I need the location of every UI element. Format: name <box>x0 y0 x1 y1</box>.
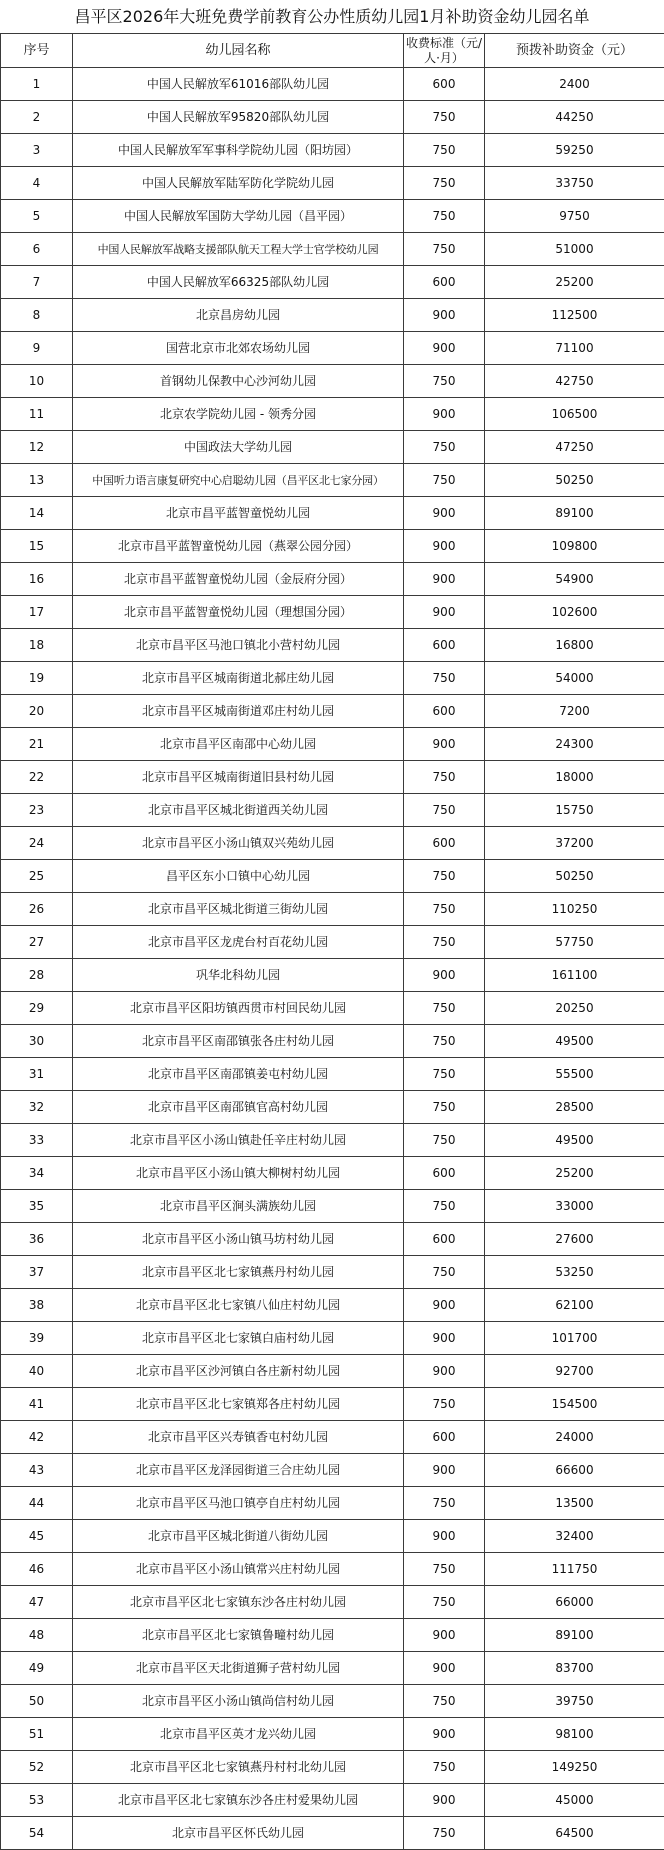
cell-name: 北京市昌平区北七家镇燕丹村村北幼儿园 <box>73 1751 404 1784</box>
cell-name: 北京市昌平区城南街道旧县村幼儿园 <box>73 761 404 794</box>
cell-fee: 900 <box>404 728 485 761</box>
cell-no: 40 <box>1 1355 73 1388</box>
cell-name: 北京市昌平区北七家镇鲁疃村幼儿园 <box>73 1619 404 1652</box>
cell-no: 45 <box>1 1520 73 1553</box>
cell-amount: 24300 <box>485 728 664 761</box>
cell-name: 北京市昌平区龙虎台村百花幼儿园 <box>73 926 404 959</box>
cell-amount: 24000 <box>485 1421 664 1454</box>
table-row <box>1 530 664 563</box>
cell-amount: 9750 <box>485 200 664 233</box>
column-header-name: 幼儿园名称 <box>73 34 404 68</box>
cell-fee: 600 <box>404 629 485 662</box>
cell-name: 北京市昌平区北七家镇东沙各庄村幼儿园 <box>73 1586 404 1619</box>
cell-fee: 750 <box>404 662 485 695</box>
table-row <box>1 794 664 827</box>
cell-name: 北京市昌平区怀氏幼儿园 <box>73 1817 404 1850</box>
cell-no: 48 <box>1 1619 73 1652</box>
cell-fee: 750 <box>404 101 485 134</box>
cell-name: 北京市昌平区英才龙兴幼儿园 <box>73 1718 404 1751</box>
cell-amount: 106500 <box>485 398 664 431</box>
column-header-fee: 收费标准（元/人·月） <box>404 34 485 68</box>
table-row <box>1 761 664 794</box>
table-row <box>1 1454 664 1487</box>
cell-name: 北京农学院幼儿园 - 领秀分园 <box>73 398 404 431</box>
cell-fee: 750 <box>404 1256 485 1289</box>
table-body <box>1 68 664 1850</box>
cell-fee: 900 <box>404 1619 485 1652</box>
cell-fee: 900 <box>404 1355 485 1388</box>
document-title: 昌平区2026年大班免费学前教育公办性质幼儿园1月补助资金幼儿园名单 <box>0 0 664 33</box>
cell-no: 33 <box>1 1124 73 1157</box>
cell-fee: 750 <box>404 860 485 893</box>
cell-amount: 33750 <box>485 167 664 200</box>
cell-amount: 66600 <box>485 1454 664 1487</box>
cell-amount: 149250 <box>485 1751 664 1784</box>
cell-amount: 89100 <box>485 1619 664 1652</box>
cell-name: 北京市昌平区阳坊镇西贯市村回民幼儿园 <box>73 992 404 1025</box>
cell-no: 54 <box>1 1817 73 1850</box>
cell-name: 北京市昌平区南邵镇姜屯村幼儿园 <box>73 1058 404 1091</box>
cell-fee: 900 <box>404 398 485 431</box>
table-row <box>1 959 664 992</box>
cell-amount: 25200 <box>485 266 664 299</box>
cell-name: 北京市昌平区小汤山镇大柳树村幼儿园 <box>73 1157 404 1190</box>
cell-no: 30 <box>1 1025 73 1058</box>
cell-name: 北京市昌平区北七家镇白庙村幼儿园 <box>73 1322 404 1355</box>
cell-fee: 750 <box>404 1190 485 1223</box>
cell-fee: 750 <box>404 1025 485 1058</box>
cell-amount: 54000 <box>485 662 664 695</box>
cell-no: 29 <box>1 992 73 1025</box>
cell-amount: 49500 <box>485 1124 664 1157</box>
table-row <box>1 1289 664 1322</box>
cell-fee: 750 <box>404 1751 485 1784</box>
cell-no: 49 <box>1 1652 73 1685</box>
table-row <box>1 596 664 629</box>
cell-amount: 16800 <box>485 629 664 662</box>
cell-fee: 900 <box>404 1520 485 1553</box>
cell-amount: 102600 <box>485 596 664 629</box>
cell-amount: 54900 <box>485 563 664 596</box>
cell-name: 中国政法大学幼儿园 <box>73 431 404 464</box>
cell-name: 中国人民解放军军事科学院幼儿园（阳坊园） <box>73 134 404 167</box>
table-row <box>1 1751 664 1784</box>
cell-no: 22 <box>1 761 73 794</box>
cell-fee: 750 <box>404 134 485 167</box>
table-row <box>1 1487 664 1520</box>
cell-no: 15 <box>1 530 73 563</box>
cell-amount: 47250 <box>485 431 664 464</box>
cell-fee: 600 <box>404 695 485 728</box>
table-row <box>1 365 664 398</box>
cell-fee: 900 <box>404 530 485 563</box>
cell-name: 首钢幼儿保教中心沙河幼儿园 <box>73 365 404 398</box>
cell-amount: 42750 <box>485 365 664 398</box>
cell-amount: 51000 <box>485 233 664 266</box>
cell-name: 北京市昌平区城南街道邓庄村幼儿园 <box>73 695 404 728</box>
cell-amount: 50250 <box>485 860 664 893</box>
cell-name: 中国人民解放军陆军防化学院幼儿园 <box>73 167 404 200</box>
table-row <box>1 1619 664 1652</box>
cell-amount: 66000 <box>485 1586 664 1619</box>
cell-amount: 112500 <box>485 299 664 332</box>
cell-amount: 25200 <box>485 1157 664 1190</box>
table-row <box>1 1058 664 1091</box>
cell-no: 53 <box>1 1784 73 1817</box>
cell-no: 16 <box>1 563 73 596</box>
cell-fee: 750 <box>404 233 485 266</box>
cell-no: 14 <box>1 497 73 530</box>
table-row <box>1 1157 664 1190</box>
table-row <box>1 200 664 233</box>
cell-fee: 750 <box>404 431 485 464</box>
table-row <box>1 134 664 167</box>
cell-name: 北京市昌平区南邵镇张各庄村幼儿园 <box>73 1025 404 1058</box>
cell-fee: 900 <box>404 596 485 629</box>
cell-fee: 900 <box>404 1652 485 1685</box>
cell-no: 23 <box>1 794 73 827</box>
cell-no: 47 <box>1 1586 73 1619</box>
table-row <box>1 1718 664 1751</box>
cell-no: 42 <box>1 1421 73 1454</box>
cell-amount: 32400 <box>485 1520 664 1553</box>
cell-fee: 900 <box>404 1322 485 1355</box>
table-row <box>1 695 664 728</box>
cell-amount: 83700 <box>485 1652 664 1685</box>
cell-fee: 600 <box>404 1157 485 1190</box>
cell-no: 41 <box>1 1388 73 1421</box>
table-row <box>1 728 664 761</box>
cell-amount: 44250 <box>485 101 664 134</box>
cell-name: 国营北京市北郊农场幼儿园 <box>73 332 404 365</box>
cell-no: 34 <box>1 1157 73 1190</box>
cell-no: 10 <box>1 365 73 398</box>
cell-name: 北京市昌平区南邵中心幼儿园 <box>73 728 404 761</box>
table-row <box>1 1124 664 1157</box>
cell-no: 20 <box>1 695 73 728</box>
cell-name: 北京市昌平区马池口镇北小营村幼儿园 <box>73 629 404 662</box>
cell-no: 11 <box>1 398 73 431</box>
cell-fee: 600 <box>404 827 485 860</box>
table-row <box>1 1520 664 1553</box>
table-row <box>1 1322 664 1355</box>
cell-no: 19 <box>1 662 73 695</box>
table-row <box>1 563 664 596</box>
cell-name: 北京市昌平区北七家镇八仙庄村幼儿园 <box>73 1289 404 1322</box>
table-row <box>1 1025 664 1058</box>
cell-no: 17 <box>1 596 73 629</box>
cell-amount: 45000 <box>485 1784 664 1817</box>
cell-fee: 900 <box>404 959 485 992</box>
table-row <box>1 1784 664 1817</box>
cell-no: 7 <box>1 266 73 299</box>
cell-fee: 900 <box>404 1784 485 1817</box>
cell-no: 24 <box>1 827 73 860</box>
table-row <box>1 464 664 497</box>
cell-no: 21 <box>1 728 73 761</box>
table-row <box>1 992 664 1025</box>
cell-no: 32 <box>1 1091 73 1124</box>
cell-no: 6 <box>1 233 73 266</box>
cell-name: 北京市昌平区南邵镇官高村幼儿园 <box>73 1091 404 1124</box>
cell-amount: 109800 <box>485 530 664 563</box>
cell-fee: 750 <box>404 992 485 1025</box>
table-row <box>1 1388 664 1421</box>
cell-fee: 750 <box>404 761 485 794</box>
cell-fee: 900 <box>404 1289 485 1322</box>
cell-fee: 900 <box>404 299 485 332</box>
cell-fee: 900 <box>404 332 485 365</box>
table-row <box>1 1355 664 1388</box>
cell-no: 8 <box>1 299 73 332</box>
cell-name: 中国人民解放军95820部队幼儿园 <box>73 101 404 134</box>
cell-fee: 900 <box>404 563 485 596</box>
cell-name: 北京市昌平区小汤山镇赴任辛庄村幼儿园 <box>73 1124 404 1157</box>
cell-name: 北京市昌平区北七家镇燕丹村幼儿园 <box>73 1256 404 1289</box>
cell-fee: 750 <box>404 893 485 926</box>
cell-amount: 71100 <box>485 332 664 365</box>
cell-amount: 13500 <box>485 1487 664 1520</box>
cell-no: 43 <box>1 1454 73 1487</box>
cell-amount: 20250 <box>485 992 664 1025</box>
cell-fee: 900 <box>404 1718 485 1751</box>
cell-amount: 92700 <box>485 1355 664 1388</box>
cell-no: 2 <box>1 101 73 134</box>
cell-name: 北京市昌平区龙泽园街道三合庄幼儿园 <box>73 1454 404 1487</box>
table-row <box>1 1652 664 1685</box>
table-row <box>1 893 664 926</box>
cell-fee: 900 <box>404 1454 485 1487</box>
table-row <box>1 1256 664 1289</box>
cell-amount: 89100 <box>485 497 664 530</box>
cell-name: 巩华北科幼儿园 <box>73 959 404 992</box>
cell-no: 1 <box>1 68 73 101</box>
cell-amount: 50250 <box>485 464 664 497</box>
table-row <box>1 299 664 332</box>
cell-name: 北京市昌平蓝智童悦幼儿园 <box>73 497 404 530</box>
table-row <box>1 431 664 464</box>
cell-name: 中国人民解放军66325部队幼儿园 <box>73 266 404 299</box>
table-row <box>1 398 664 431</box>
cell-amount: 7200 <box>485 695 664 728</box>
cell-name: 北京市昌平区城北街道八街幼儿园 <box>73 1520 404 1553</box>
cell-amount: 101700 <box>485 1322 664 1355</box>
cell-fee: 750 <box>404 1091 485 1124</box>
cell-no: 25 <box>1 860 73 893</box>
cell-fee: 750 <box>404 167 485 200</box>
cell-fee: 750 <box>404 1487 485 1520</box>
cell-amount: 53250 <box>485 1256 664 1289</box>
table-row <box>1 1553 664 1586</box>
cell-fee: 750 <box>404 1685 485 1718</box>
cell-no: 50 <box>1 1685 73 1718</box>
cell-amount: 28500 <box>485 1091 664 1124</box>
cell-no: 27 <box>1 926 73 959</box>
cell-no: 39 <box>1 1322 73 1355</box>
cell-fee: 750 <box>404 1817 485 1850</box>
cell-name: 北京市昌平区兴寿镇香屯村幼儿园 <box>73 1421 404 1454</box>
cell-amount: 59250 <box>485 134 664 167</box>
cell-name: 中国人民解放军国防大学幼儿园（昌平园） <box>73 200 404 233</box>
cell-name: 北京市昌平蓝智童悦幼儿园（金辰府分园） <box>73 563 404 596</box>
table-row <box>1 101 664 134</box>
table-row <box>1 332 664 365</box>
cell-no: 5 <box>1 200 73 233</box>
cell-name: 北京昌房幼儿园 <box>73 299 404 332</box>
cell-name: 中国听力语言康复研究中心启聪幼儿园（昌平区北七家分园） <box>73 464 404 497</box>
cell-fee: 600 <box>404 1223 485 1256</box>
column-header-no: 序号 <box>1 34 73 68</box>
cell-no: 35 <box>1 1190 73 1223</box>
table-row <box>1 827 664 860</box>
cell-name: 北京市昌平区天北街道狮子营村幼儿园 <box>73 1652 404 1685</box>
cell-amount: 18000 <box>485 761 664 794</box>
cell-no: 36 <box>1 1223 73 1256</box>
cell-amount: 64500 <box>485 1817 664 1850</box>
cell-fee: 750 <box>404 1586 485 1619</box>
cell-no: 3 <box>1 134 73 167</box>
table-row <box>1 1685 664 1718</box>
cell-name: 昌平区东小口镇中心幼儿园 <box>73 860 404 893</box>
cell-fee: 600 <box>404 266 485 299</box>
cell-name: 北京市昌平区城北街道西关幼儿园 <box>73 794 404 827</box>
cell-fee: 750 <box>404 1124 485 1157</box>
cell-name: 中国人民解放军战略支援部队航天工程大学士官学校幼儿园 <box>73 233 404 266</box>
cell-name: 北京市昌平区小汤山镇尚信村幼儿园 <box>73 1685 404 1718</box>
table-row <box>1 1421 664 1454</box>
cell-fee: 750 <box>404 794 485 827</box>
cell-name: 中国人民解放军61016部队幼儿园 <box>73 68 404 101</box>
cell-name: 北京市昌平区北七家镇郑各庄村幼儿园 <box>73 1388 404 1421</box>
cell-amount: 37200 <box>485 827 664 860</box>
table-row <box>1 233 664 266</box>
table-row <box>1 662 664 695</box>
cell-amount: 55500 <box>485 1058 664 1091</box>
cell-amount: 110250 <box>485 893 664 926</box>
column-header-amount: 预拨补助资金（元） <box>485 34 664 68</box>
cell-amount: 154500 <box>485 1388 664 1421</box>
cell-no: 37 <box>1 1256 73 1289</box>
cell-no: 13 <box>1 464 73 497</box>
table-row <box>1 926 664 959</box>
cell-name: 北京市昌平区小汤山镇马坊村幼儿园 <box>73 1223 404 1256</box>
cell-no: 38 <box>1 1289 73 1322</box>
cell-amount: 27600 <box>485 1223 664 1256</box>
cell-no: 52 <box>1 1751 73 1784</box>
cell-name: 北京市昌平蓝智童悦幼儿园（燕翠公园分园） <box>73 530 404 563</box>
cell-amount: 49500 <box>485 1025 664 1058</box>
table-row <box>1 68 664 101</box>
cell-name: 北京市昌平区小汤山镇常兴庄村幼儿园 <box>73 1553 404 1586</box>
cell-no: 26 <box>1 893 73 926</box>
table-row <box>1 1190 664 1223</box>
cell-name: 北京市昌平区马池口镇亭自庄村幼儿园 <box>73 1487 404 1520</box>
table-row <box>1 1817 664 1850</box>
cell-fee: 600 <box>404 1421 485 1454</box>
cell-no: 51 <box>1 1718 73 1751</box>
table-row <box>1 266 664 299</box>
cell-fee: 750 <box>404 365 485 398</box>
cell-amount: 57750 <box>485 926 664 959</box>
cell-name: 北京市昌平区涧头满族幼儿园 <box>73 1190 404 1223</box>
cell-no: 31 <box>1 1058 73 1091</box>
cell-amount: 15750 <box>485 794 664 827</box>
cell-no: 46 <box>1 1553 73 1586</box>
table-row <box>1 497 664 530</box>
table-header-row <box>1 34 664 68</box>
cell-amount: 111750 <box>485 1553 664 1586</box>
cell-amount: 39750 <box>485 1685 664 1718</box>
table-row <box>1 860 664 893</box>
cell-name: 北京市昌平区北七家镇东沙各庄村爱果幼儿园 <box>73 1784 404 1817</box>
cell-name: 北京市昌平区城南街道北郝庄幼儿园 <box>73 662 404 695</box>
cell-amount: 33000 <box>485 1190 664 1223</box>
cell-no: 18 <box>1 629 73 662</box>
cell-fee: 600 <box>404 68 485 101</box>
cell-amount: 2400 <box>485 68 664 101</box>
cell-fee: 750 <box>404 1058 485 1091</box>
kindergarten-subsidy-table <box>0 33 664 1850</box>
cell-name: 北京市昌平区沙河镇白各庄新村幼儿园 <box>73 1355 404 1388</box>
table-row <box>1 167 664 200</box>
cell-name: 北京市昌平蓝智童悦幼儿园（理想国分园） <box>73 596 404 629</box>
cell-fee: 750 <box>404 1553 485 1586</box>
cell-fee: 750 <box>404 464 485 497</box>
cell-fee: 900 <box>404 497 485 530</box>
cell-name: 北京市昌平区小汤山镇双兴苑幼儿园 <box>73 827 404 860</box>
cell-name: 北京市昌平区城北街道三街幼儿园 <box>73 893 404 926</box>
cell-no: 28 <box>1 959 73 992</box>
cell-fee: 750 <box>404 200 485 233</box>
cell-no: 44 <box>1 1487 73 1520</box>
cell-no: 9 <box>1 332 73 365</box>
cell-fee: 750 <box>404 926 485 959</box>
cell-amount: 161100 <box>485 959 664 992</box>
table-row <box>1 1091 664 1124</box>
cell-amount: 98100 <box>485 1718 664 1751</box>
cell-amount: 62100 <box>485 1289 664 1322</box>
cell-fee: 750 <box>404 1388 485 1421</box>
table-row <box>1 629 664 662</box>
cell-no: 12 <box>1 431 73 464</box>
table-row <box>1 1586 664 1619</box>
cell-no: 4 <box>1 167 73 200</box>
table-row <box>1 1223 664 1256</box>
